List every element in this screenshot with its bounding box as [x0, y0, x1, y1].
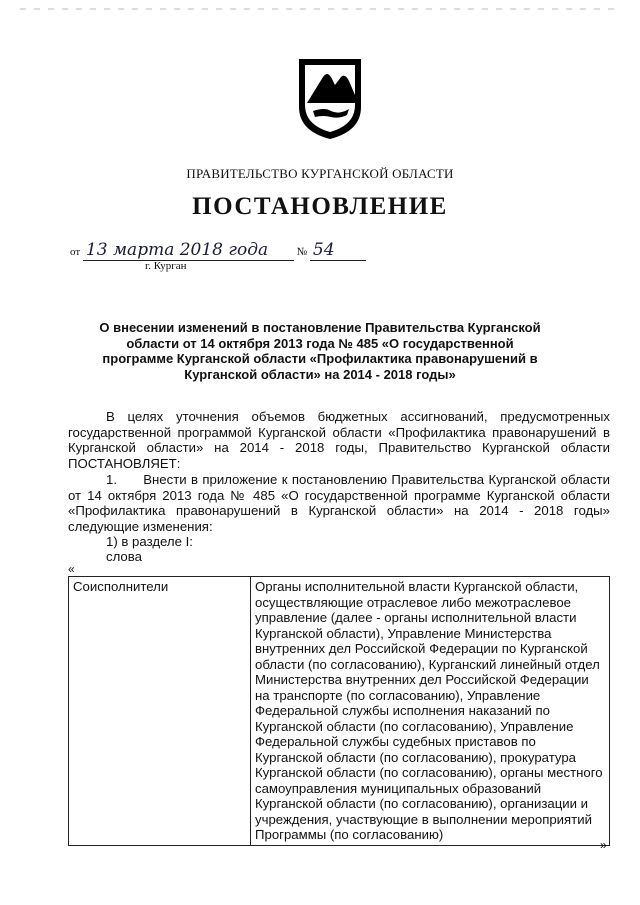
table-value-cell: Органы исполнительной власти Курганской области, осуществляющие отраслевое либо межотраслевое управление (далее - органы исполнительной власти Курганской области), Управление Министерства внутренних дел Российской Федерации по Курганской области (по согласованию), Курганский линейный отдел Министерства внутренних дел Российской Федерации на транспорте (по согласованию), Управление Федеральной службы исполнения наказаний по Курганской области (по согласованию), Управление Федеральной службы судебных приставов по Курганской области (по согласованию), прокуратура Курганской области (по согласованию), органы местного самоуправления муниципальных образований Курганской области (по согласованию), организации и учреждения, участвующие в выполнении мероприятий Программы (по согласованию)	[251, 577, 610, 846]
date-handwritten: 13 марта 2018 года	[83, 240, 294, 261]
scan-artifact-line	[20, 8, 620, 10]
subitem-1: 1) в разделе I:	[106, 534, 193, 549]
item-1-paragraph: 1. Внести в приложение к постановлению Правительства Курганской области от 14 октября 2013 года № 485 «О государственной программе Курганской области «Профилактика правонарушений в Курганской области» на 2014 - 2018 годы» следующие изменения:	[68, 472, 610, 534]
quote-close: »	[600, 838, 607, 852]
quote-open: «	[68, 562, 75, 576]
date-number-line	[70, 240, 366, 261]
subitem-1-words: слова	[106, 549, 142, 564]
preamble-paragraph: В целях уточнения объемов бюджетных ассигнований, предусмотренных государственной программой Курганской области «Профилактика правонарушений в Курганской области» на 2014 - 2018 годы, Правительство Курганской области ПОСТАНОВЛЯЕТ:	[68, 409, 610, 471]
table-row	[69, 577, 610, 846]
number-label: №	[296, 246, 308, 258]
number-handwritten: 54	[310, 240, 366, 261]
co-executors-table	[68, 576, 610, 846]
table-label-cell: Соисполнители	[69, 577, 251, 846]
kurgan-coat-of-arms-icon	[295, 55, 365, 141]
resolution-heading: О внесении изменений в постановление Правительства Курганской области от 14 октября 2013 года № 485 «О государственной программе Курганской области «Профилактика правонарушений в Курганской области» на 2014 - 2018 годы»	[99, 320, 541, 382]
city-label: г. Курган	[145, 260, 187, 272]
government-name: ПРАВИТЕЛЬСТВО КУРГАНСКОЙ ОБЛАСТИ	[186, 166, 454, 181]
from-label: от	[70, 246, 81, 258]
document-title: ПОСТАНОВЛЕНИЕ	[192, 193, 448, 220]
